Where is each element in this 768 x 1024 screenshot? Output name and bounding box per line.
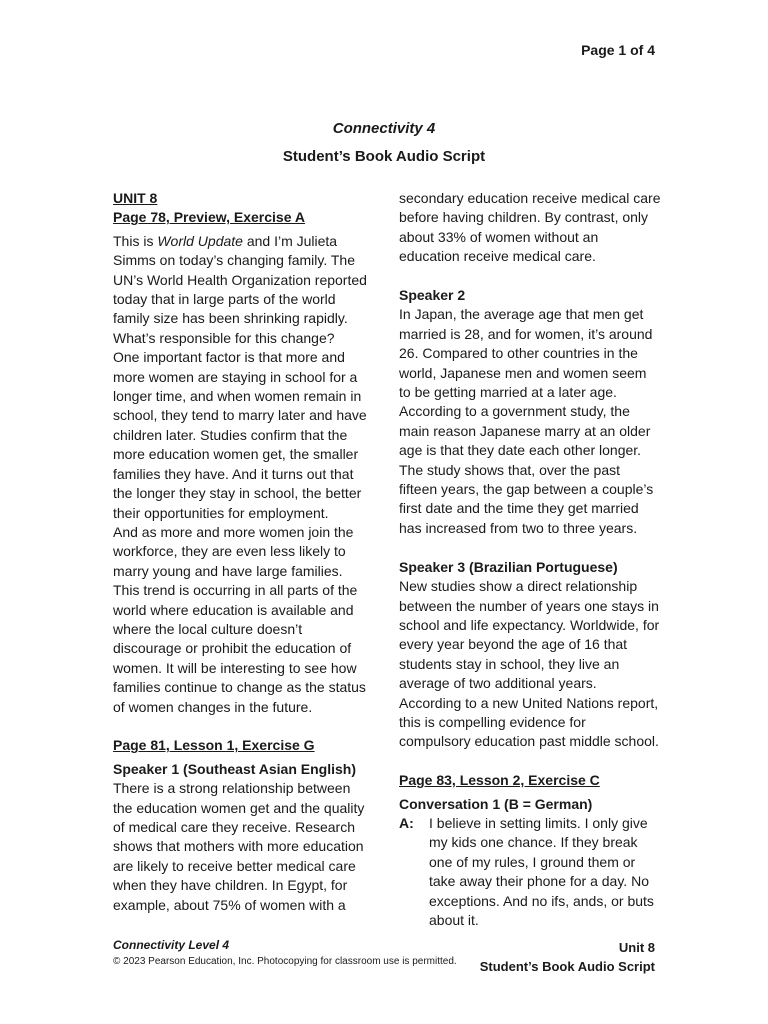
speaker-1-label: Speaker 1 (Southeast Asian English) [113,760,356,777]
spacer [113,717,371,736]
page-number: Page 1 of 4 [581,42,655,58]
intro-prefix: This is [113,232,158,249]
paragraph-factor: One important factor is that more and more women are staying in school for a longer time, and when women remain in school, they tend to marry later and have children later. Studies confirm that the more education women get, the smaller families they have. And it turns out that the longer they stay in school, the better their opportunities for employment. [113,349,367,521]
spacer [399,267,661,286]
section-heading-lesson1: Page 81, Lesson 1, Exercise G [113,737,315,754]
speaker-3-text: New studies show a direct relationship between the number of years one stays in school and life expectancy. Worldwide, for every year beyond the age of 16 that students stay in school, they live an average of two additional years. According to a new United Nations report, this is compelling evidence for compulsory education past middle school. [399,578,660,750]
paragraph-workforce: And as more and more women join the workforce, they are even less likely to marry young and have large families. This trend is occurring in all parts of the world where education is available and where the local culture doesn’t discourage or prohibit the education of women. It will be interesting to see how families continue to change as the status of women changes in the future. [113,523,366,715]
speaker-1-text: There is a strong relationship between the education women get and the quality of medical care they receive. Research shows that mothers with more education are likely to receive better medical care when they have children. In Egypt, for example, about 75% of women with a [113,780,365,913]
unit-heading: UNIT 8 [113,190,158,206]
section-heading-preview: Page 78, Preview, Exercise A [113,209,305,226]
paragraph-intro [113,232,371,348]
section-heading-lesson2: Page 83, Lesson 2, Exercise C [399,772,600,789]
conversation-1-label: Conversation 1 (B = German) [399,795,593,812]
intro-rest: and I’m Julieta Simms on today’s changing family. The UN’s World Health Organization reported today that in large parts of the world family size has been shrinking rapidly. What’s responsible for this change? [113,232,367,346]
speaker-2-label: Speaker 2 [399,287,466,304]
footer-unit: Unit 8 [618,940,655,955]
footer-right [480,938,655,976]
speaker-a-label: A: [399,814,414,831]
program-name: World Update [157,232,243,249]
speaker-3-label: Speaker 3 (Brazilian Portuguese) [399,558,618,575]
footer-left [113,938,457,967]
right-column [399,189,661,930]
copyright-notice: © 2023 Pearson Education, Inc. Photocopying for classroom use is permitted. [113,956,457,967]
speaker-1-text-continued: secondary education receive medical care before having children. By contrast, only about 33% of women without an education receive medical care. [399,190,661,265]
spacer [399,752,661,771]
speaker-2-text: In Japan, the average age that men get married is 28, and for women, it’s around 26. Compared to other countries in the world, Japanese men and women seem to be getting married at a later age. According to a government study, the main reason Japanese marry at an older age is that they date each other longer. The study shows that, over the past fifteen years, the gap between a couple’s first date and the time they get married has increased from two to three years. [399,306,654,536]
left-column [113,189,371,915]
speaker-a-text: I believe in setting limits. I only give my kids one chance. If they break one of my rules, I ground them or take away their phone for a day. No exceptions. And no ifs, ands, or buts about it. [429,814,654,928]
document-subtitle: Student’s Book Audio Script [282,148,486,165]
document-title: Connectivity 4 [332,120,436,137]
spacer [399,538,661,557]
footer-script-title: Student’s Book Audio Script [479,959,655,974]
dialogue-line-a [399,814,661,930]
footer-book-title: Connectivity Level 4 [113,938,230,952]
